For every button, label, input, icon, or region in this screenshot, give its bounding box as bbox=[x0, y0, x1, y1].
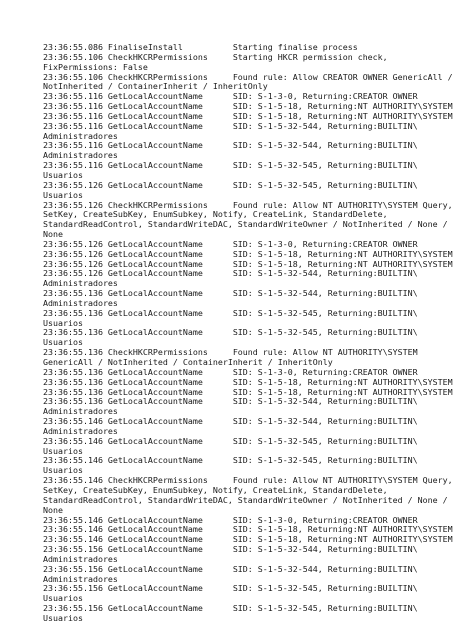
log-line: 23:36:55.156 GetLocalAccountName SID: S-1-5-32-545, Returning:BUILTIN\ bbox=[43, 603, 418, 614]
log-line: GenericAll / NotInherited / ContainerInherit / InheritOnly bbox=[43, 357, 333, 367]
log-line: 23:36:55.146 GetLocalAccountName SID: S-1-5-32-545, Returning:BUILTIN\ bbox=[43, 455, 418, 466]
log-line: 23:36:55.156 GetLocalAccountName SID: S-1-5-32-544, Returning:BUILTIN\ bbox=[43, 544, 418, 555]
log-line: 23:36:55.136 GetLocalAccountName SID: S-1-5-32-545, Returning:BUILTIN\ bbox=[43, 307, 418, 318]
log-line: 23:36:55.146 CheckHKCRPermissions Found rule: Allow NT AUTHORITY\SYSTEM Query, bbox=[43, 475, 453, 486]
log-line: 23:36:55.136 GetLocalAccountName SID: S-1-5-32-544, Returning:BUILTIN\ bbox=[43, 396, 418, 407]
log-line: 23:36:55.116 GetLocalAccountName SID: S-1-3-0, Returning:CREATOR OWNER bbox=[43, 91, 418, 102]
log-line: FixPermissions: False bbox=[43, 61, 148, 72]
log-line: Usuarios bbox=[43, 169, 83, 180]
log-line: StandardReadControl, StandardWriteDAC, StandardWriteOwner / NotInherited / None / bbox=[43, 494, 448, 505]
log-line: 23:36:55.146 GetLocalAccountName SID: S-1-5-18, Returning:NT AUTHORITY\SYSTEM bbox=[43, 534, 453, 545]
log-line: 23:36:55.136 GetLocalAccountName SID: S-1-5-18, Returning:NT AUTHORITY\SYSTEM bbox=[43, 386, 453, 397]
log-line: 23:36:55.136 GetLocalAccountName SID: S-1-5-18, Returning:NT AUTHORITY\SYSTEM bbox=[43, 376, 453, 387]
log-line: 23:36:55.126 GetLocalAccountName SID: S-1-5-18, Returning:NT AUTHORITY\SYSTEM bbox=[43, 248, 453, 259]
log-line: None bbox=[43, 229, 63, 240]
log-line: StandardReadControl, StandardWriteDAC, StandardWriteOwner / NotInherited / None / bbox=[43, 219, 448, 230]
log-line: Usuarios bbox=[43, 337, 83, 348]
log-line: 23:36:55.126 GetLocalAccountName SID: S-1-5-32-544, Returning:BUILTIN\ bbox=[43, 268, 418, 279]
log-line: 23:36:55.136 CheckHKCRPermissions Found rule: Allow NT AUTHORITY\SYSTEM bbox=[43, 347, 418, 358]
log-line: NotInherited / ContainerInherit / InheritOnly bbox=[43, 81, 268, 92]
log-line: 23:36:55.146 GetLocalAccountName SID: S-1-5-32-545, Returning:BUILTIN\ bbox=[43, 435, 418, 446]
log-line: 23:36:55.136 GetLocalAccountName SID: S-1-3-0, Returning:CREATOR OWNER bbox=[43, 366, 418, 377]
log-line: Usuarios bbox=[43, 593, 83, 604]
log-line: 23:36:55.136 GetLocalAccountName SID: S-1-5-32-544, Returning:BUILTIN\ bbox=[43, 288, 418, 299]
log-line: 23:36:55.156 GetLocalAccountName SID: S-1-5-32-544, Returning:BUILTIN\ bbox=[43, 563, 418, 574]
log-text-block bbox=[43, 43, 463, 624]
log-line: SetKey, CreateSubKey, EnumSubkey, Notify, CreateLink, StandardDelete, bbox=[43, 209, 388, 220]
log-line: 23:36:55.146 GetLocalAccountName SID: S-1-3-0, Returning:CREATOR OWNER bbox=[43, 514, 418, 525]
log-line: None bbox=[43, 504, 63, 515]
log-line: Administradores bbox=[43, 553, 118, 564]
log-line: Usuarios bbox=[43, 445, 83, 456]
log-line: Administradores bbox=[43, 573, 118, 584]
log-line: Administradores bbox=[43, 425, 118, 436]
log-line: 23:36:55.156 GetLocalAccountName SID: S-1-5-32-545, Returning:BUILTIN\ bbox=[43, 583, 418, 594]
log-line: Administradores bbox=[43, 297, 118, 308]
log-line: 23:36:55.106 CheckHKCRPermissions Found rule: Allow CREATOR OWNER GenericAll / bbox=[43, 71, 453, 82]
log-line: 23:36:55.126 CheckHKCRPermissions Found rule: Allow NT AUTHORITY\SYSTEM Query, bbox=[43, 199, 453, 210]
log-line: 23:36:55.146 GetLocalAccountName SID: S-1-5-32-544, Returning:BUILTIN\ bbox=[43, 416, 418, 427]
log-line: Administradores bbox=[43, 130, 118, 141]
log-line: 23:36:55.116 GetLocalAccountName SID: S-1-5-18, Returning:NT AUTHORITY\SYSTEM bbox=[43, 101, 453, 112]
log-line: Usuarios bbox=[43, 612, 83, 623]
log-line: SetKey, CreateSubKey, EnumSubkey, Notify, CreateLink, StandardDelete, bbox=[43, 484, 388, 495]
log-line: 23:36:55.126 GetLocalAccountName SID: S-1-5-18, Returning:NT AUTHORITY\SYSTEM bbox=[43, 258, 453, 269]
log-line: Administradores bbox=[43, 150, 118, 161]
log-line: 23:36:55.116 GetLocalAccountName SID: S-1-5-32-545, Returning:BUILTIN\ bbox=[43, 160, 418, 171]
log-line: Administradores bbox=[43, 406, 118, 417]
log-line: 23:36:55.126 GetLocalAccountName SID: S-1-5-32-545, Returning:BUILTIN\ bbox=[43, 179, 418, 190]
log-line: Usuarios bbox=[43, 189, 83, 200]
log-line: 23:36:55.116 GetLocalAccountName SID: S-1-5-18, Returning:NT AUTHORITY\SYSTEM bbox=[43, 110, 453, 121]
log-line: Usuarios bbox=[43, 317, 83, 328]
log-line: 23:36:55.116 GetLocalAccountName SID: S-1-5-32-544, Returning:BUILTIN\ bbox=[43, 140, 418, 151]
log-line: Usuarios bbox=[43, 465, 83, 476]
log-line: 23:36:55.146 GetLocalAccountName SID: S-1-5-18, Returning:NT AUTHORITY\SYSTEM bbox=[43, 524, 453, 535]
log-line: 23:36:55.126 GetLocalAccountName SID: S-1-3-0, Returning:CREATOR OWNER bbox=[43, 238, 418, 249]
log-line: 23:36:55.116 GetLocalAccountName SID: S-1-5-32-544, Returning:BUILTIN\ bbox=[43, 120, 418, 131]
log-line: Administradores bbox=[43, 278, 118, 289]
log-line: 23:36:55.136 GetLocalAccountName SID: S-1-5-32-545, Returning:BUILTIN\ bbox=[43, 327, 418, 338]
log-line: 23:36:55.086 FinaliseInstall Starting finalise process bbox=[43, 42, 358, 52]
log-line: 23:36:55.106 CheckHKCRPermissions Starting HKCR permission check, bbox=[43, 51, 388, 62]
